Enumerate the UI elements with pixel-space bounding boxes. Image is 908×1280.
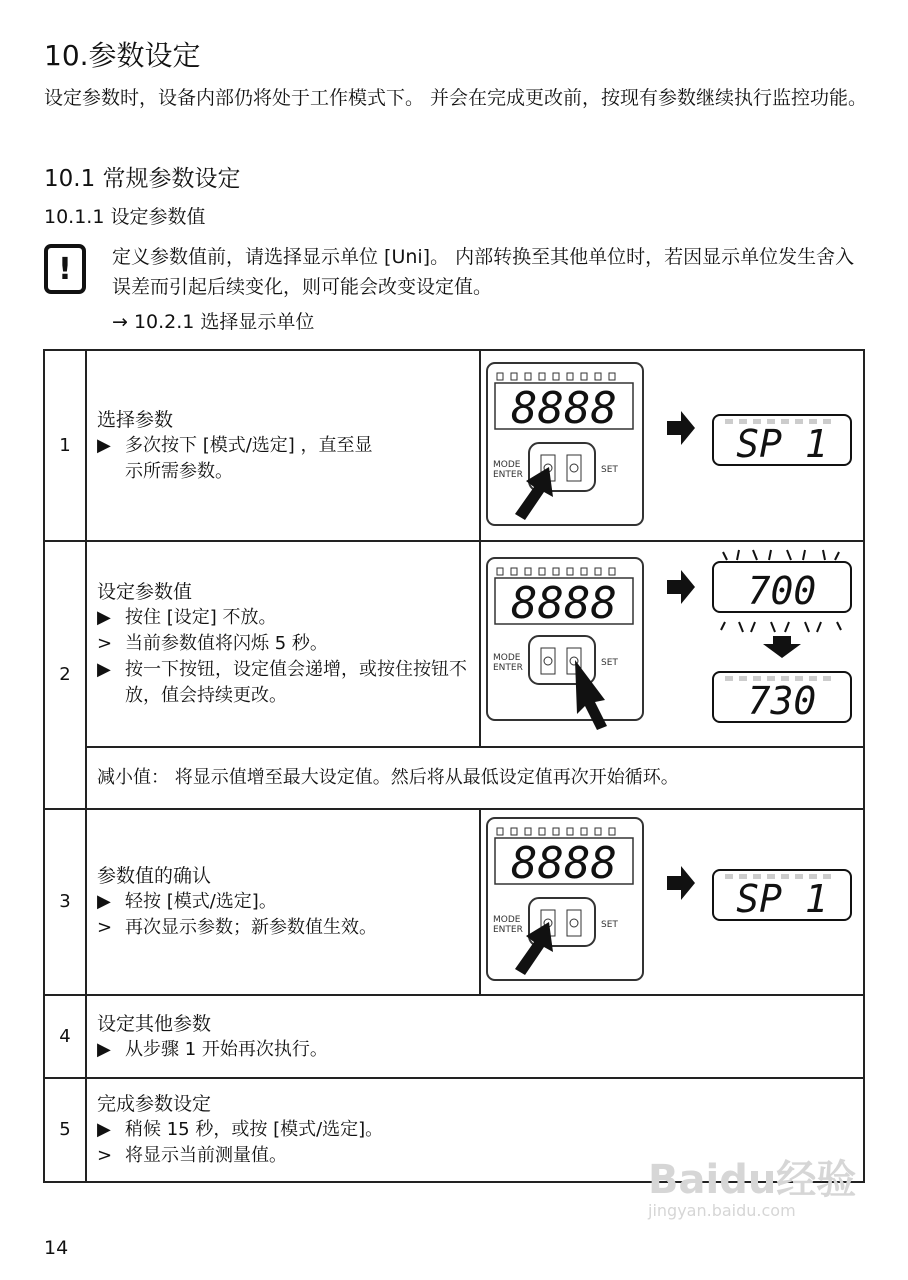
exclamation-icon: ! xyxy=(44,244,86,294)
step-title: 完成参数设定 xyxy=(97,1093,212,1115)
result-display: SP 1 xyxy=(736,422,828,466)
step-number: 1 xyxy=(44,350,86,541)
steps-table xyxy=(43,349,865,1183)
watermark-url: jingyan.baidu.com xyxy=(648,1201,796,1220)
set-button[interactable] xyxy=(567,455,581,481)
intro-paragraph: 设定参数时，设备内部仍将处于工作模式下。 并会在完成更改前，按现有参数继续执行监控功能。 xyxy=(44,87,868,109)
set-label: SET xyxy=(601,658,618,668)
mode-label: MODE xyxy=(493,915,521,925)
device-illustration xyxy=(481,542,861,738)
step-text xyxy=(86,809,480,995)
step-row xyxy=(44,541,864,747)
step-line: ▶ 多次按下 [模式/选定] ，直至显示所需参数。 xyxy=(97,434,373,482)
enter-label: ENTER xyxy=(493,925,523,935)
device-illustration xyxy=(481,810,861,986)
step-line: ▶ 轻按 [模式/选定]。 xyxy=(97,891,277,912)
mode-enter-button[interactable] xyxy=(541,648,555,674)
device-display: 8888 xyxy=(511,383,617,434)
step-extra-note: 减小值： 将显示值增至最大设定值。然后将从最低设定值再次开始循环。 xyxy=(86,747,864,809)
step-text xyxy=(86,541,480,747)
watermark-brand: Baidu经验 xyxy=(648,1157,857,1203)
device-display: 8888 xyxy=(511,838,617,889)
step-text xyxy=(86,995,864,1078)
step-figure xyxy=(480,541,864,747)
step-title: 参数值的确认 xyxy=(97,865,212,887)
step-number: 5 xyxy=(44,1078,86,1182)
enter-label: ENTER xyxy=(493,470,523,480)
set-button[interactable] xyxy=(567,910,581,936)
result-display: SP 1 xyxy=(736,877,828,921)
step-figure xyxy=(480,350,864,541)
step-line: > 再次显示参数；新参数值生效。 xyxy=(97,917,377,938)
arrow-down-icon xyxy=(763,636,801,658)
page-heading: 10.参数设定 xyxy=(44,39,201,72)
step-number: 2 xyxy=(44,541,86,809)
watermark xyxy=(648,1148,856,1220)
step-text xyxy=(86,350,480,541)
step-row xyxy=(44,995,864,1078)
step-row xyxy=(44,809,864,995)
device-illustration xyxy=(481,351,861,532)
set-label: SET xyxy=(601,920,618,930)
device-display: 8888 xyxy=(511,578,617,629)
step-line: ▶ 从步骤 1 开始再次执行。 xyxy=(97,1038,328,1060)
page-number: 14 xyxy=(44,1237,69,1259)
blinking-display: 700 xyxy=(747,569,817,613)
step-number: 4 xyxy=(44,995,86,1078)
note-reference-link[interactable]: → 10.2.1 选择显示单位 xyxy=(112,311,315,333)
mode-label: MODE xyxy=(493,653,521,663)
mode-label: MODE xyxy=(493,460,521,470)
step-row xyxy=(44,350,864,541)
note-text: 定义参数值前，请选择显示单位 [Uni]。 内部转换至其他单位时，若因显示单位发生舍入误差而引起后续变化，则可能会改变设定值。 xyxy=(112,246,855,298)
step-title: 选择参数 xyxy=(97,408,174,431)
arrow-right-icon xyxy=(667,866,695,900)
set-label: SET xyxy=(601,465,618,475)
step-line: ▶ 按住 [设定] 不放。 xyxy=(97,607,277,628)
arrow-right-icon xyxy=(667,570,695,604)
step-figure xyxy=(480,809,864,995)
led-bar xyxy=(497,373,615,380)
step-line: > 将显示当前测量值。 xyxy=(97,1145,287,1166)
section-heading: 10.1 常规参数设定 xyxy=(44,166,241,192)
subsection-heading: 10.1.1 设定参数值 xyxy=(44,206,206,228)
enter-label: ENTER xyxy=(493,663,523,673)
step-line: > 当前参数值将闪烁 5 秒。 xyxy=(97,633,328,654)
step-title: 设定其他参数 xyxy=(97,1012,212,1035)
result-display: 730 xyxy=(747,679,817,723)
arrow-right-icon xyxy=(667,411,695,445)
step-title: 设定参数值 xyxy=(97,581,193,603)
step-number: 3 xyxy=(44,809,86,995)
step-line: ▶ 按一下按钮，设定值会递增，或按住按钮不放，值会持续更改。 xyxy=(97,659,467,706)
step-line: ▶ 稍候 15 秒，或按 [模式/选定]。 xyxy=(97,1119,384,1140)
step-extra-row xyxy=(44,747,864,809)
